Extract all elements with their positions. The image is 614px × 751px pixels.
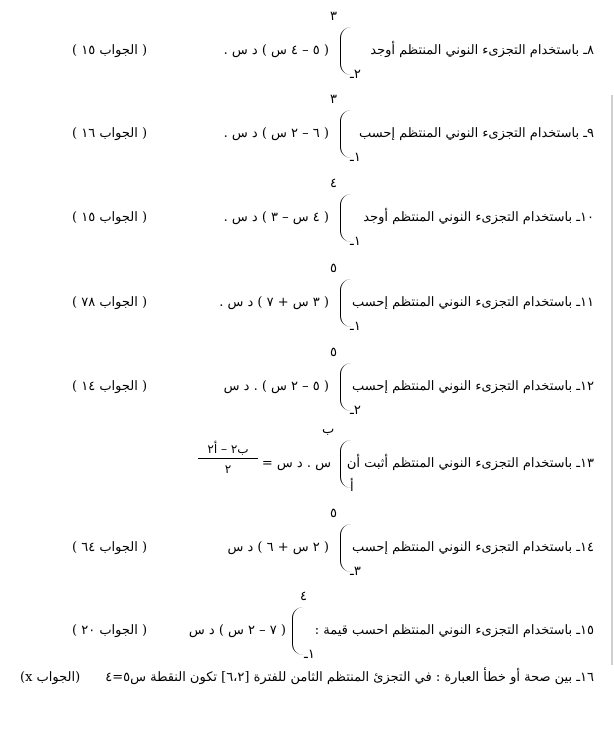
integrand: ( ٦ – ٢ س ) د س . [223, 126, 329, 141]
problem-11 [0, 257, 614, 347]
integrand: ( ٧ – ٢ س ) د س [188, 623, 286, 638]
answer-label: ( الجواب ١٥ ) [72, 210, 148, 225]
integrand: ( ٤ س – ٣ ) د س . [223, 210, 329, 225]
integral-lower-limit: ٢ـ [350, 67, 361, 82]
integral-upper-limit: ٥ [330, 345, 337, 360]
problem-statement: ١٦ـ بين صحة أو خطأ العبارة : في التجزئ المنتظم الثامن للفترة [٦،٢] تكون النقطة س٥=٤ [105, 670, 594, 685]
problem-8 [0, 5, 614, 95]
integral-upper-limit: ٣ [330, 92, 337, 107]
problem-statement: ٨ـ باستخدام التجزىء النوني المنتظم أوجد [370, 43, 594, 58]
problem-statement: ١٢ـ باستخدام التجزىء النوني المنتظم إحسب [352, 379, 594, 394]
answer-label: (الجواب x) [20, 670, 81, 685]
problem-14 [0, 502, 614, 592]
answer-label: ( الجواب ١٦ ) [72, 126, 148, 141]
problem-15 [0, 585, 614, 675]
integral-lower-limit: ١ـ [350, 150, 361, 165]
integral-lower-limit: ١ـ [350, 319, 361, 334]
integral-upper-limit: ٥ [330, 261, 337, 276]
answer-label: ( الجواب ٧٨ ) [72, 295, 148, 310]
problem-statement: ١٤ـ باستخدام التجزىء النوني المنتظم إحسب [352, 540, 594, 555]
problem-statement: ١٣ـ باستخدام التجزىء النوني المنتظم أثبت أن [346, 456, 594, 471]
integral-upper-limit: ٤ [330, 176, 337, 191]
integral-upper-limit: ب [322, 422, 335, 437]
problem-16 [20, 670, 594, 685]
integrand: ( ٥ – ٢ س ) . د س [223, 379, 329, 394]
result-fraction [198, 442, 258, 476]
problem-statement: ٩ـ باستخدام التجزىء النوني المنتظم إحسب [359, 126, 594, 141]
integrand: ( ٢ س + ٦ ) د س [227, 540, 329, 555]
integral-lower-limit: ٣ـ [350, 564, 361, 579]
fraction-denominator: ٢ [224, 462, 232, 476]
integral-upper-limit: ٣ [330, 9, 337, 24]
problem-statement: ١١ـ باستخدام التجزىء النوني المنتظم إحسب [352, 295, 594, 310]
integral-lower-limit: ١ـ [304, 647, 315, 662]
integral-lower-limit: ١ـ [350, 234, 361, 249]
problem-statement: ١٥ـ باستخدام التجزىء النوني المنتظم احسب قيمة : [314, 623, 594, 638]
problem-statement: ١٠ـ باستخدام التجزىء النوني المنتظم أوجد [363, 210, 594, 225]
integral-lower-limit: ٢ـ [350, 403, 361, 418]
fraction-numerator: ب٢ – أ٢ [198, 442, 258, 459]
integral-upper-limit: ٤ [300, 589, 307, 604]
problem-9 [0, 88, 614, 178]
problem-10 [0, 172, 614, 262]
answer-label: ( الجواب ١٤ ) [72, 379, 148, 394]
answer-label: ( الجواب ٢٠ ) [72, 623, 148, 638]
integrand: ( ٥ – ٤ س ) د س . [223, 43, 329, 58]
integral-bracket [292, 607, 303, 655]
integral-lower-limit: أ [350, 480, 354, 495]
answer-label: ( الجواب ٦٤ ) [72, 540, 148, 555]
integrand: س . د س = [261, 456, 331, 471]
problem-13 [0, 418, 614, 508]
integral-upper-limit: ٥ [330, 506, 337, 521]
integrand: ( ٣ س + ٧ ) د س . [219, 295, 329, 310]
answer-label: ( الجواب ١٥ ) [72, 43, 148, 58]
